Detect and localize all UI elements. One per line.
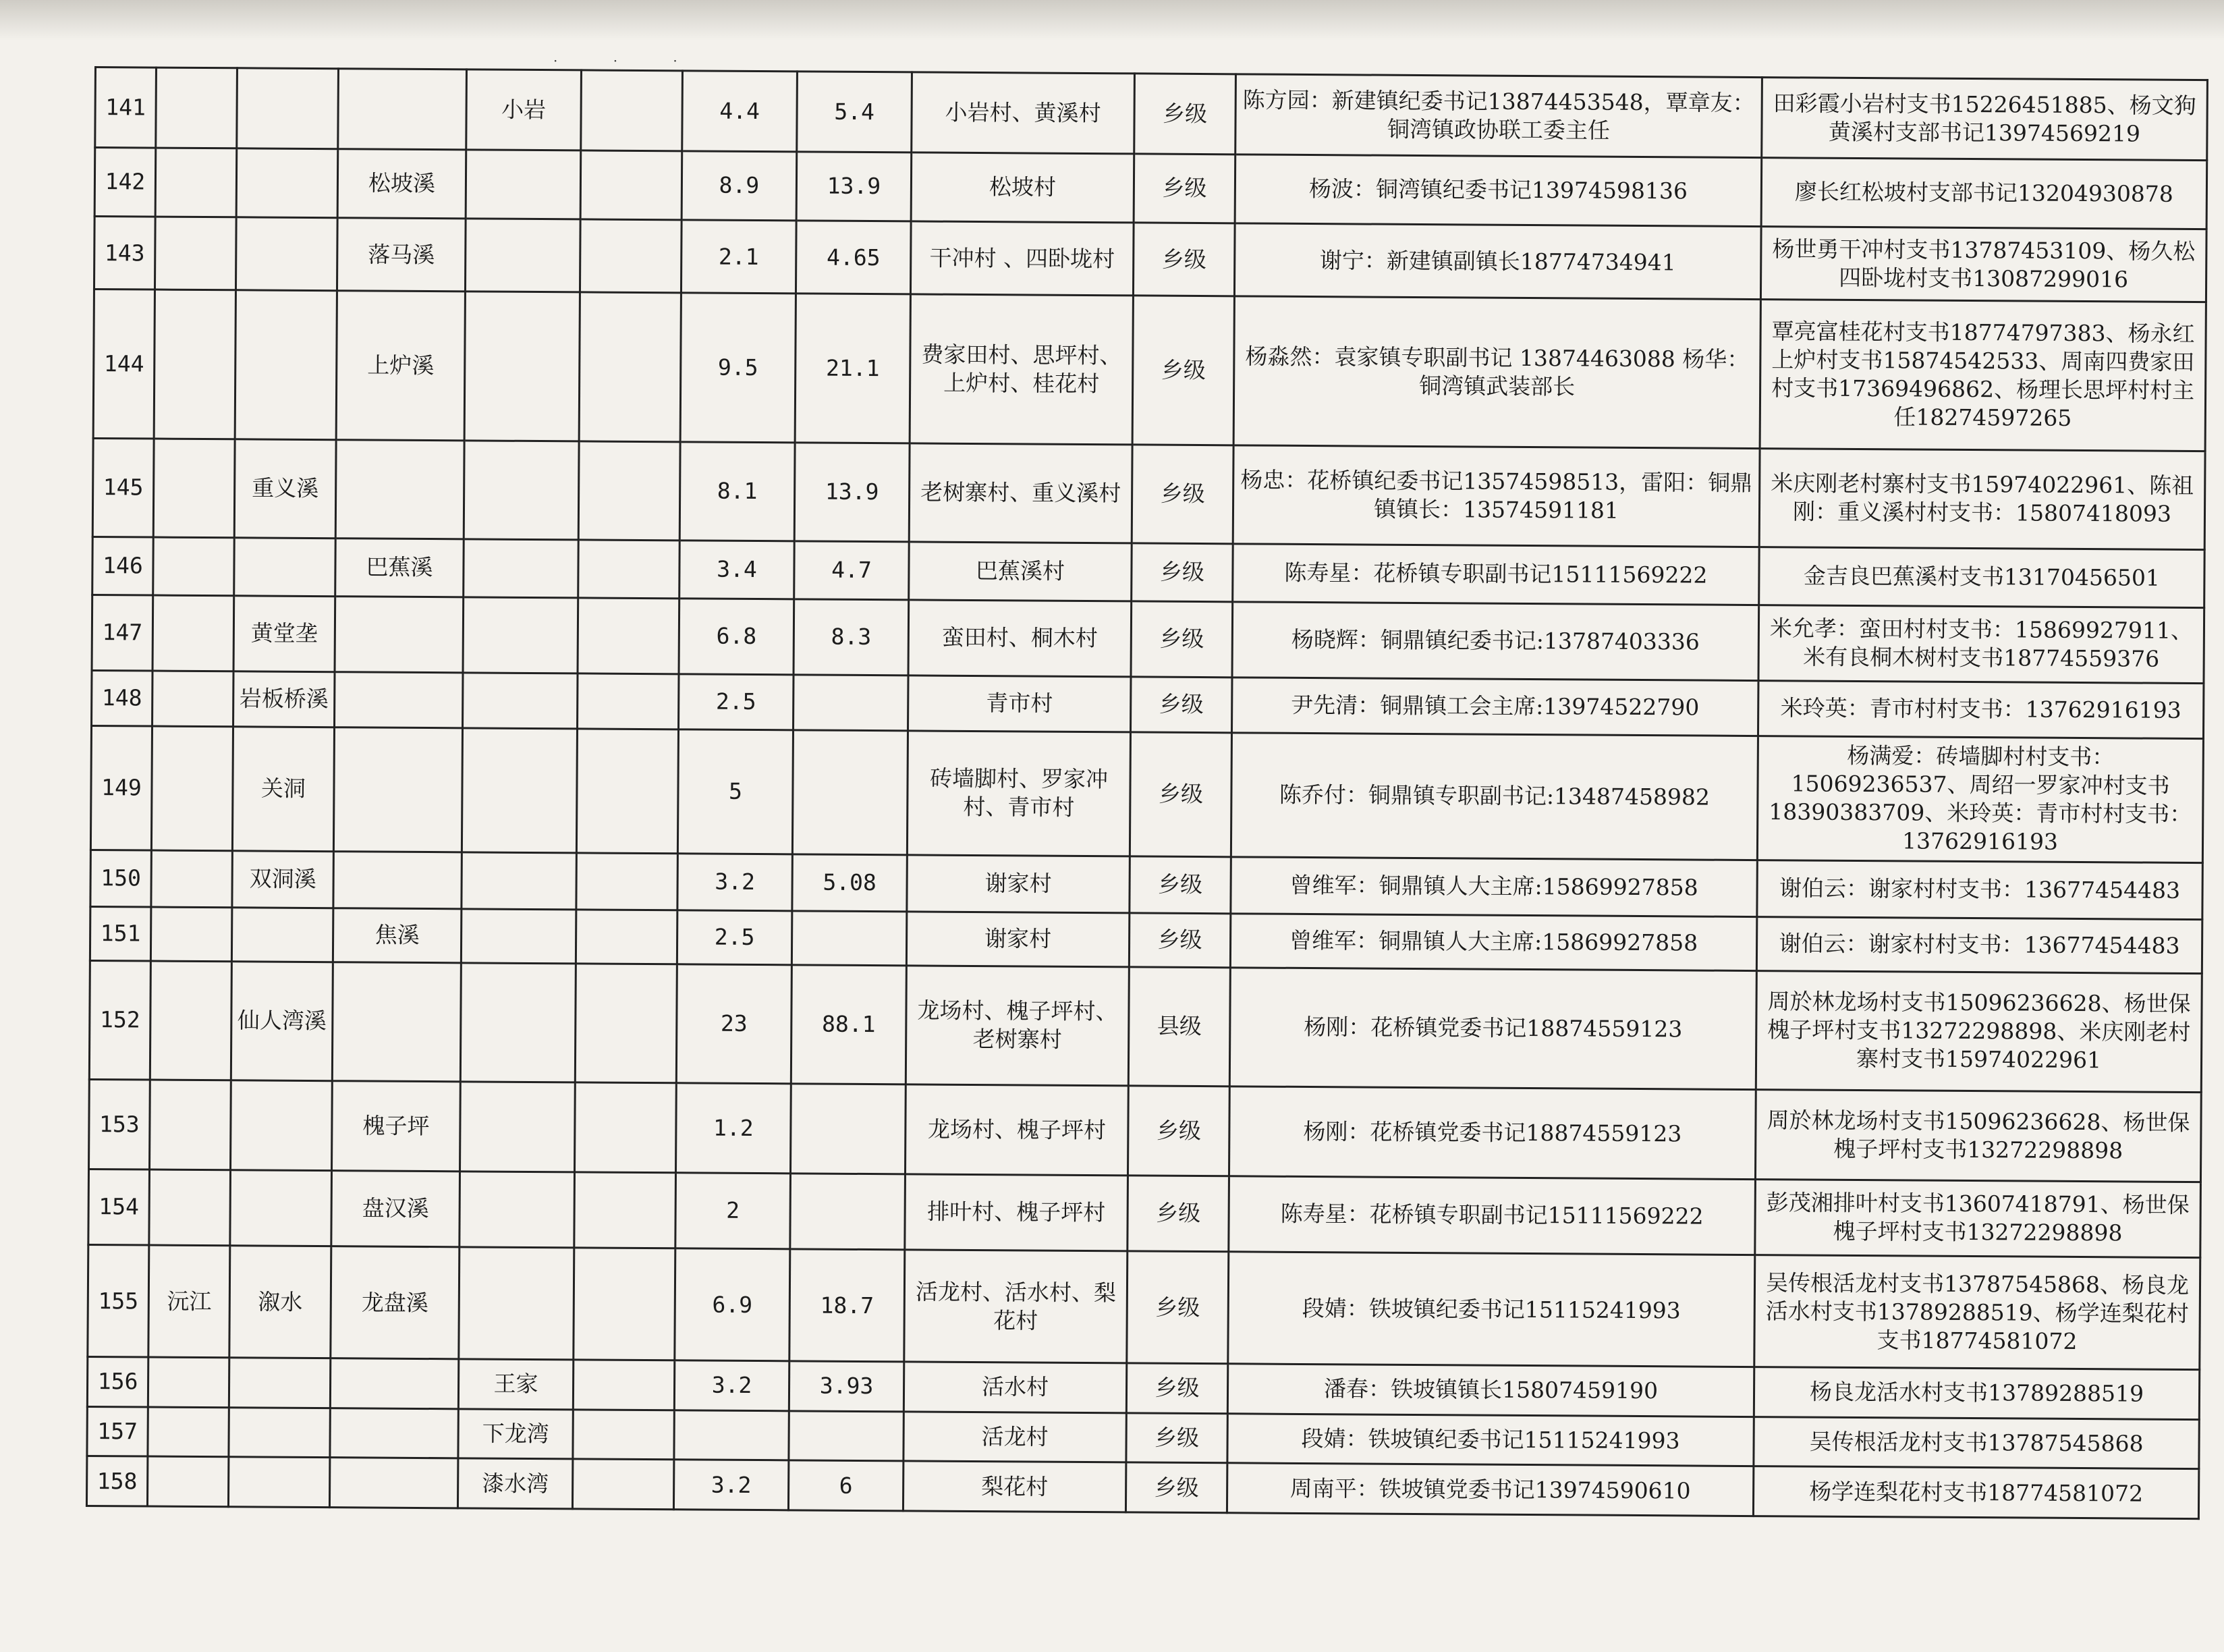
length-cell: 23 (676, 964, 791, 1084)
table-row (94, 147, 2207, 229)
sub2-river-cell (580, 150, 682, 220)
level-cell: 乡级 (1130, 856, 1231, 914)
branch-river-cell: 松坡溪 (337, 148, 466, 218)
villages-cell: 松坡村 (911, 153, 1134, 223)
area-cell: 5.08 (792, 854, 908, 912)
sub2-river-cell (578, 673, 679, 729)
trunk-river-cell: 溆水 (229, 1246, 331, 1358)
village-chief-cell: 廖长红松坡村支部书记13204930878 (1761, 157, 2207, 229)
trunk-river-cell (228, 1457, 329, 1508)
length-cell: 8.9 (682, 150, 797, 220)
branch-river-cell (329, 1458, 457, 1508)
villages-cell: 龙场村、槐子坪村 (905, 1084, 1128, 1176)
area-cell: 8.3 (794, 599, 909, 676)
trunk-river-cell (235, 217, 337, 291)
basin-cell (148, 1407, 229, 1457)
area-cell: 13.9 (796, 152, 912, 221)
trunk-river-cell: 关洞 (232, 727, 334, 852)
villages-cell: 梨花村 (903, 1461, 1125, 1512)
basin-cell (153, 439, 235, 537)
village-chief-cell: 杨良龙活水村支书13789288519 (1754, 1367, 2199, 1419)
town-chief-cell: 陈方园：新建镇纪委书记13874453548，覃章友：铜湾镇政协联工委主任 (1235, 74, 1762, 157)
area-cell: 13.9 (794, 443, 910, 541)
sub2-river-cell (575, 1082, 677, 1173)
sub2-river-cell (576, 853, 678, 910)
area-cell: 6 (788, 1460, 903, 1511)
table-row (92, 439, 2205, 549)
length-cell: 6.8 (679, 598, 794, 675)
sub-river-cell (460, 1171, 575, 1248)
row-number: 141 (95, 67, 157, 148)
village-chief-cell: 吴传根活龙村支书13787545868、杨良龙活水村支书13789288519、杨学连梨花村支书18774581072 (1754, 1255, 2200, 1370)
town-chief-cell: 陈乔付：铜鼎镇专职副书记:13487458982 (1231, 733, 1758, 860)
row-number: 158 (86, 1456, 147, 1506)
sub-river-cell (465, 219, 580, 292)
river-chief-table (86, 66, 2208, 1520)
row-number: 148 (92, 671, 152, 726)
sub-river-cell (463, 597, 578, 673)
branch-river-cell: 落马溪 (337, 218, 466, 292)
trunk-river-cell (229, 1358, 330, 1408)
level-cell: 乡级 (1132, 296, 1234, 445)
area-cell: 4.65 (796, 221, 911, 294)
basin-cell (149, 1169, 231, 1246)
sub-river-cell (460, 1081, 576, 1172)
sub2-river-cell (576, 910, 677, 964)
sub2-river-cell (574, 1248, 675, 1360)
villages-cell: 巴蕉溪村 (909, 542, 1132, 601)
trunk-river-cell (237, 68, 339, 149)
villages-cell: 活龙村 (904, 1411, 1126, 1462)
town-chief-cell: 曾维军：铜鼎镇人大主席:15869927858 (1230, 914, 1756, 971)
row-number: 152 (89, 960, 150, 1079)
branch-river-cell (333, 727, 462, 852)
table-row (92, 595, 2204, 684)
length-cell: 9.5 (680, 293, 796, 443)
villages-cell: 谢家村 (906, 912, 1129, 967)
sub-river-cell (466, 150, 581, 219)
row-number: 144 (93, 290, 155, 439)
length-cell: 2 (675, 1172, 791, 1249)
sub-river-cell (462, 728, 577, 853)
village-chief-cell: 谢伯云：谢家村村支书：13677454483 (1757, 860, 2203, 920)
area-cell (791, 911, 906, 966)
area-cell (790, 1083, 906, 1174)
row-number: 145 (92, 439, 154, 537)
villages-cell: 砖墙脚村、罗家冲村、青市村 (907, 731, 1130, 856)
length-cell: 6.9 (675, 1248, 790, 1361)
area-cell: 4.7 (794, 541, 910, 599)
sub2-river-cell (573, 1409, 674, 1460)
row-number: 156 (87, 1356, 148, 1406)
level-cell: 乡级 (1132, 543, 1233, 602)
basin-cell (153, 537, 235, 596)
level-cell: 乡级 (1128, 1176, 1229, 1252)
row-number: 146 (92, 536, 154, 595)
villages-cell: 老树寨村、重义溪村 (909, 443, 1132, 543)
sub-river-cell (464, 441, 579, 539)
town-chief-cell: 周南平：铁坡镇党委书记13974590610 (1227, 1463, 1753, 1516)
branch-river-cell (335, 596, 464, 673)
basin-cell (156, 67, 238, 148)
town-chief-cell: 段婧：铁坡镇纪委书记15115241993 (1227, 1413, 1754, 1466)
basin-cell (150, 1080, 231, 1170)
area-cell (790, 1173, 906, 1250)
villages-cell: 干冲村 、四卧垅村 (910, 221, 1134, 296)
sub2-river-cell (573, 1360, 674, 1410)
village-chief-cell: 杨世勇干冲村支书13787453109、杨久松四卧垅村支书13087299016 (1760, 227, 2206, 302)
row-number: 150 (90, 850, 152, 907)
area-cell (792, 730, 908, 855)
town-chief-cell: 潘春：铁坡镇镇长15807459190 (1227, 1364, 1754, 1416)
table-row (89, 1079, 2202, 1182)
village-chief-cell: 周於林龙场村支书15096236628、杨世保槐子坪村支书13272298898、米庆刚老村寨村支书15974022961 (1756, 970, 2202, 1092)
sub-river-cell: 小岩 (466, 70, 582, 150)
branch-river-cell (338, 69, 467, 150)
town-chief-cell: 杨刚：花桥镇党委书记18874559123 (1229, 968, 1756, 1090)
trunk-river-cell (231, 1080, 333, 1170)
village-chief-cell: 杨学连梨花村支书18774581072 (1753, 1466, 2198, 1519)
table-row (94, 216, 2206, 302)
sub2-river-cell (580, 219, 682, 293)
town-chief-cell: 曾维军：铜鼎镇人大主席:15869927858 (1231, 857, 1757, 917)
sub2-river-cell (576, 729, 678, 854)
level-cell: 乡级 (1133, 223, 1235, 296)
trunk-river-cell (231, 908, 333, 962)
villages-cell: 龙场村、槐子坪村、老树寨村 (906, 966, 1129, 1086)
branch-river-cell (335, 440, 464, 539)
level-cell: 乡级 (1131, 677, 1232, 733)
branch-river-cell (330, 1358, 458, 1409)
town-chief-cell: 陈寿星：花桥镇专职副书记15111569222 (1229, 1176, 1756, 1255)
scan-shadow (0, 0, 2224, 40)
town-chief-cell: 谢宁：新建镇副镇长18774734941 (1234, 223, 1761, 300)
sub2-river-cell (578, 540, 680, 599)
branch-river-cell: 焦溪 (333, 908, 461, 963)
branch-river-cell: 槐子坪 (332, 1080, 461, 1171)
village-chief-cell: 米玲英：青市村村支书：13762916193 (1758, 681, 2203, 739)
town-chief-cell: 杨波：铜湾镇纪委书记13974598136 (1235, 154, 1762, 226)
sub-river-cell: 漆水湾 (457, 1458, 572, 1509)
level-cell: 乡级 (1132, 445, 1233, 543)
length-cell: 3.2 (673, 1460, 788, 1510)
town-chief-cell: 杨刚：花桥镇党委书记18874559123 (1229, 1086, 1756, 1179)
village-chief-cell: 田彩霞小岩村支书15226451885、杨文狗黄溪村支部书记13974569219 (1762, 78, 2208, 161)
length-cell: 3.2 (674, 1360, 789, 1411)
sub-river-cell (461, 909, 576, 964)
table-row (93, 290, 2206, 451)
basin-cell (148, 1357, 229, 1407)
branch-river-cell: 巴蕉溪 (335, 538, 464, 597)
villages-cell: 活水村 (904, 1362, 1126, 1413)
area-cell (794, 675, 908, 731)
row-number: 151 (90, 906, 150, 960)
trunk-river-cell (230, 1169, 332, 1246)
villages-cell: 谢家村 (907, 855, 1130, 913)
row-number: 155 (88, 1245, 149, 1357)
level-cell: 乡级 (1130, 732, 1231, 857)
area-cell: 18.7 (789, 1249, 905, 1362)
trunk-river-cell (234, 537, 336, 596)
row-number: 142 (94, 147, 156, 217)
villages-cell: 排叶村、槐子坪村 (905, 1174, 1128, 1252)
level-cell: 乡级 (1134, 74, 1236, 155)
basin-cell (147, 1456, 228, 1507)
sub-river-cell: 王家 (458, 1359, 573, 1410)
branch-river-cell: 上炉溪 (336, 291, 465, 441)
trunk-river-cell: 双洞溪 (232, 851, 334, 908)
trunk-river-cell: 岩板桥溪 (233, 671, 335, 727)
level-cell: 乡级 (1126, 1412, 1227, 1463)
level-cell: 乡级 (1129, 913, 1230, 968)
trunk-river-cell (229, 1407, 330, 1458)
level-cell: 乡级 (1128, 1086, 1229, 1176)
town-chief-cell: 陈寿星：花桥镇专职副书记15111569222 (1233, 543, 1760, 605)
row-number: 147 (92, 595, 153, 671)
sub-river-cell (463, 673, 578, 729)
length-cell (674, 1410, 789, 1460)
town-chief-cell: 杨晓辉：铜鼎镇纪委书记:13787403336 (1232, 601, 1759, 680)
village-chief-cell: 谢伯云：谢家村村支书：13677454483 (1756, 916, 2202, 973)
sub-river-cell (459, 1247, 574, 1360)
length-cell: 1.2 (676, 1082, 791, 1173)
sub2-river-cell (574, 1172, 676, 1248)
village-chief-cell: 彭茂湘排叶村支书13607418791、杨世保槐子坪村支书13272298898 (1755, 1179, 2201, 1258)
village-chief-cell: 米允孝：蛮田村村支书：15869927911、米有良桐木树村支书18774559376 (1758, 605, 2204, 684)
basin-cell (154, 290, 235, 439)
village-chief-cell: 覃亮富桂花村支书18774797383、杨永红上炉村支书15874542533、周南四费家田村支书17369496862、杨理长思坪村村主任18274597265 (1760, 300, 2206, 451)
row-number: 149 (90, 725, 152, 850)
town-chief-cell: 杨忠：花桥镇纪委书记13574598513，雷阳：铜鼎镇镇长：13574591181 (1233, 445, 1760, 547)
branch-river-cell (332, 962, 461, 1081)
village-chief-cell: 杨满爱：砖墙脚村村支书：15069236537、周绍一罗家冲村支书18390383709、米玲英：青市村村支书：13762916193 (1757, 736, 2203, 862)
length-cell: 5 (677, 729, 793, 854)
trunk-river-cell (236, 148, 338, 217)
area-cell: 5.4 (797, 72, 912, 153)
table-row (90, 725, 2203, 862)
basin-cell (151, 850, 233, 908)
table-row (88, 1169, 2201, 1258)
level-cell: 乡级 (1125, 1462, 1227, 1513)
villages-cell: 小岩村、黄溪村 (912, 72, 1135, 154)
level-cell: 乡级 (1134, 154, 1235, 223)
sub-river-cell (464, 292, 580, 441)
villages-cell: 青市村 (908, 676, 1131, 732)
villages-cell: 费家田村、思坪村、上炉村、桂花村 (910, 294, 1133, 445)
trunk-river-cell: 仙人湾溪 (231, 961, 333, 1080)
length-cell: 8.1 (679, 442, 795, 541)
village-chief-cell: 米庆刚老村寨村支书15974022961、陈祖刚：重义溪村村支书：15807418093 (1759, 449, 2205, 549)
trunk-river-cell: 黄堂垄 (233, 595, 335, 671)
table-row (95, 67, 2208, 161)
branch-river-cell (333, 852, 462, 909)
village-chief-cell: 周於林龙场村支书15096236628、杨世保槐子坪村支书13272298898 (1755, 1089, 2201, 1182)
area-cell: 3.93 (789, 1361, 904, 1412)
sub-river-cell (460, 963, 576, 1082)
branch-river-cell (330, 1408, 458, 1458)
row-number: 153 (89, 1079, 150, 1169)
basin-cell (150, 961, 231, 1080)
villages-cell: 活龙村、活水村、梨花村 (904, 1250, 1128, 1363)
level-cell: 乡级 (1127, 1251, 1229, 1364)
length-cell: 2.1 (681, 220, 796, 294)
trunk-river-cell: 重义溪 (234, 439, 336, 538)
basin-cell (152, 671, 233, 727)
village-chief-cell: 吴传根活龙村支书13787545868 (1754, 1416, 2199, 1469)
sub-river-cell (462, 852, 577, 910)
basin-cell (155, 217, 236, 290)
table-row (88, 1245, 2200, 1370)
table-row (89, 960, 2202, 1092)
sub-river-cell: 下龙湾 (458, 1408, 573, 1459)
basin-cell (150, 907, 231, 962)
sub2-river-cell (581, 70, 683, 151)
sub2-river-cell (578, 597, 679, 673)
row-number: 143 (94, 216, 155, 290)
length-cell: 3.4 (679, 540, 795, 599)
level-cell: 县级 (1128, 967, 1230, 1086)
length-cell: 3.2 (677, 854, 793, 911)
sub2-river-cell (579, 292, 681, 442)
trunk-river-cell (235, 290, 337, 440)
length-cell: 2.5 (677, 910, 791, 965)
area-cell: 88.1 (791, 965, 906, 1084)
sub2-river-cell (578, 441, 680, 540)
town-chief-cell: 尹先清：铜鼎镇工会主席:13974522790 (1231, 678, 1758, 736)
basin-cell (152, 595, 234, 671)
sub2-river-cell (575, 964, 677, 1083)
branch-river-cell (335, 672, 463, 728)
basin-cell: 沅江 (148, 1245, 230, 1357)
length-cell: 2.5 (679, 674, 794, 730)
area-cell (789, 1410, 904, 1461)
town-chief-cell: 段婧：铁坡镇纪委书记15115241993 (1228, 1252, 1755, 1367)
length-cell: 4.4 (682, 71, 798, 152)
scan-specks: · · · (553, 53, 703, 69)
level-cell: 乡级 (1126, 1363, 1227, 1414)
sub-river-cell (464, 539, 579, 597)
villages-cell: 蛮田村、桐木村 (908, 599, 1132, 677)
basin-cell (155, 148, 237, 217)
town-chief-cell: 杨淼然：袁家镇专职副书记 13874463088 杨华：铜湾镇武装部长 (1233, 296, 1760, 449)
row-number: 157 (87, 1406, 148, 1456)
row-number: 154 (88, 1169, 150, 1245)
village-chief-cell: 金吉良巴蕉溪村支书13170456501 (1759, 547, 2205, 607)
basin-cell (151, 726, 233, 851)
branch-river-cell: 盘汉溪 (331, 1170, 460, 1247)
branch-river-cell: 龙盘溪 (331, 1246, 460, 1359)
area-cell: 21.1 (795, 294, 910, 443)
sub2-river-cell (572, 1459, 673, 1510)
level-cell: 乡级 (1131, 601, 1233, 677)
